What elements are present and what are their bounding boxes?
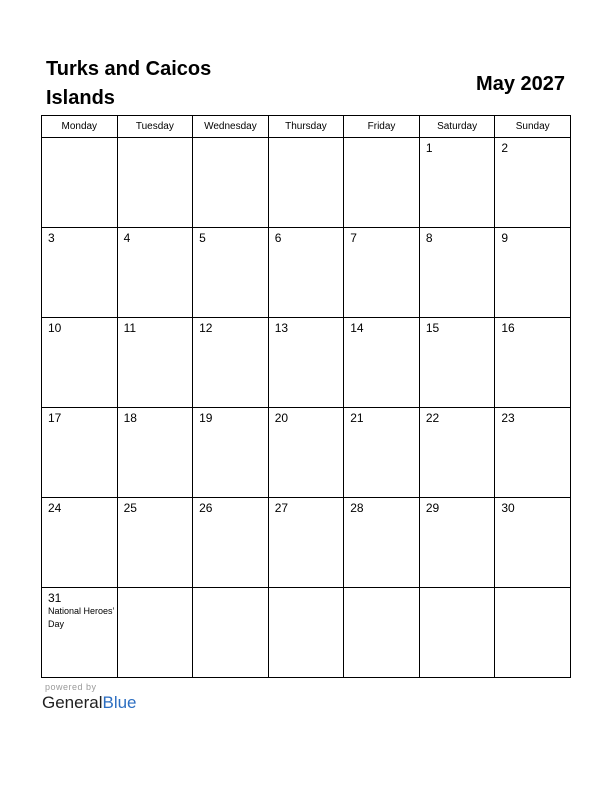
day-cell [268,498,344,588]
day-number: 11 [123,321,137,335]
day-cell [419,138,495,228]
weekday-header-friday: Friday [344,116,420,138]
day-cell [117,408,193,498]
day-cell [193,138,269,228]
day-number: 16 [501,321,515,335]
day-number: 15 [425,321,440,335]
day-number: 23 [501,411,515,425]
day-number: 18 [123,411,137,425]
day-number: 12 [199,321,213,335]
day-number: 5 [199,231,206,245]
day-number: 30 [501,501,515,515]
calendar-week-row [42,138,571,228]
day-number: 1 [425,141,433,155]
day-cell [344,588,420,678]
day-cell [193,588,269,678]
day-number: 10 [48,321,62,335]
weekday-header-saturday: Saturday [419,116,495,138]
calendar-week-row [42,498,571,588]
day-number: 26 [199,501,213,515]
day-number: 22 [425,411,440,425]
day-number: 9 [501,231,509,245]
day-cell [419,498,495,588]
holiday-label: National Heroes’ Day [48,606,115,629]
day-cell [42,408,118,498]
weekday-header-sunday: Sunday [495,116,571,138]
weekday-header-tuesday: Tuesday [117,116,193,138]
day-number: 20 [274,411,289,425]
weekday-header-row [42,116,571,138]
day-number: 24 [48,501,62,515]
day-number: 29 [425,501,440,515]
powered-by-text: powered by [45,682,97,692]
day-cell [42,498,118,588]
logo-general-text: General [42,693,103,712]
day-cell [42,228,118,318]
day-cell [344,498,420,588]
day-cell [117,228,193,318]
day-number: 13 [274,321,289,335]
day-number: 14 [350,321,364,335]
day-cell [42,318,118,408]
day-number: 8 [425,231,433,245]
day-cell [419,588,495,678]
month-title: May 2027 [476,73,565,95]
calendar-week-row [42,588,571,678]
day-cell [268,228,344,318]
weekday-header-monday: Monday [42,116,118,138]
day-cell [42,138,118,228]
day-cell [193,318,269,408]
day-number: 21 [350,411,364,425]
day-cell [344,318,420,408]
day-cell [268,588,344,678]
day-number: 2 [501,141,509,155]
day-cell [495,318,571,408]
region-title: Turks and Caicos Islands [46,58,212,109]
day-number: 19 [199,411,213,425]
day-cell [419,408,495,498]
calendar-week-row [42,318,571,408]
day-number: 25 [123,501,137,515]
day-cell [495,228,571,318]
day-cell [117,588,193,678]
day-cell [495,408,571,498]
calendar-grid [41,115,571,678]
day-cell [117,318,193,408]
generalblue-logo[interactable] [42,692,137,714]
day-number: 6 [274,231,282,245]
day-cell [495,498,571,588]
calendar-week-row [42,408,571,498]
day-number: 31 [48,591,62,605]
day-number: 4 [123,231,131,245]
day-cell [117,498,193,588]
day-cell [193,498,269,588]
day-cell [42,588,118,678]
day-cell [419,228,495,318]
day-cell [193,408,269,498]
logo-blue-text: Blue [102,693,137,712]
day-cell [344,138,420,228]
calendar-week-row [42,228,571,318]
day-cell [117,138,193,228]
weekday-header-wednesday: Wednesday [193,116,269,138]
day-cell [419,318,495,408]
day-cell [495,588,571,678]
day-number: 3 [48,231,55,245]
day-number: 27 [274,501,289,515]
calendar-body [42,138,571,678]
day-cell [344,408,420,498]
day-cell [268,138,344,228]
day-cell [193,228,269,318]
day-number: 28 [350,501,364,515]
day-cell [268,318,344,408]
weekday-header-thursday: Thursday [268,116,344,138]
day-number: 7 [350,231,357,245]
day-cell [344,228,420,318]
day-cell [495,138,571,228]
day-number: 17 [48,411,62,425]
day-cell [268,408,344,498]
